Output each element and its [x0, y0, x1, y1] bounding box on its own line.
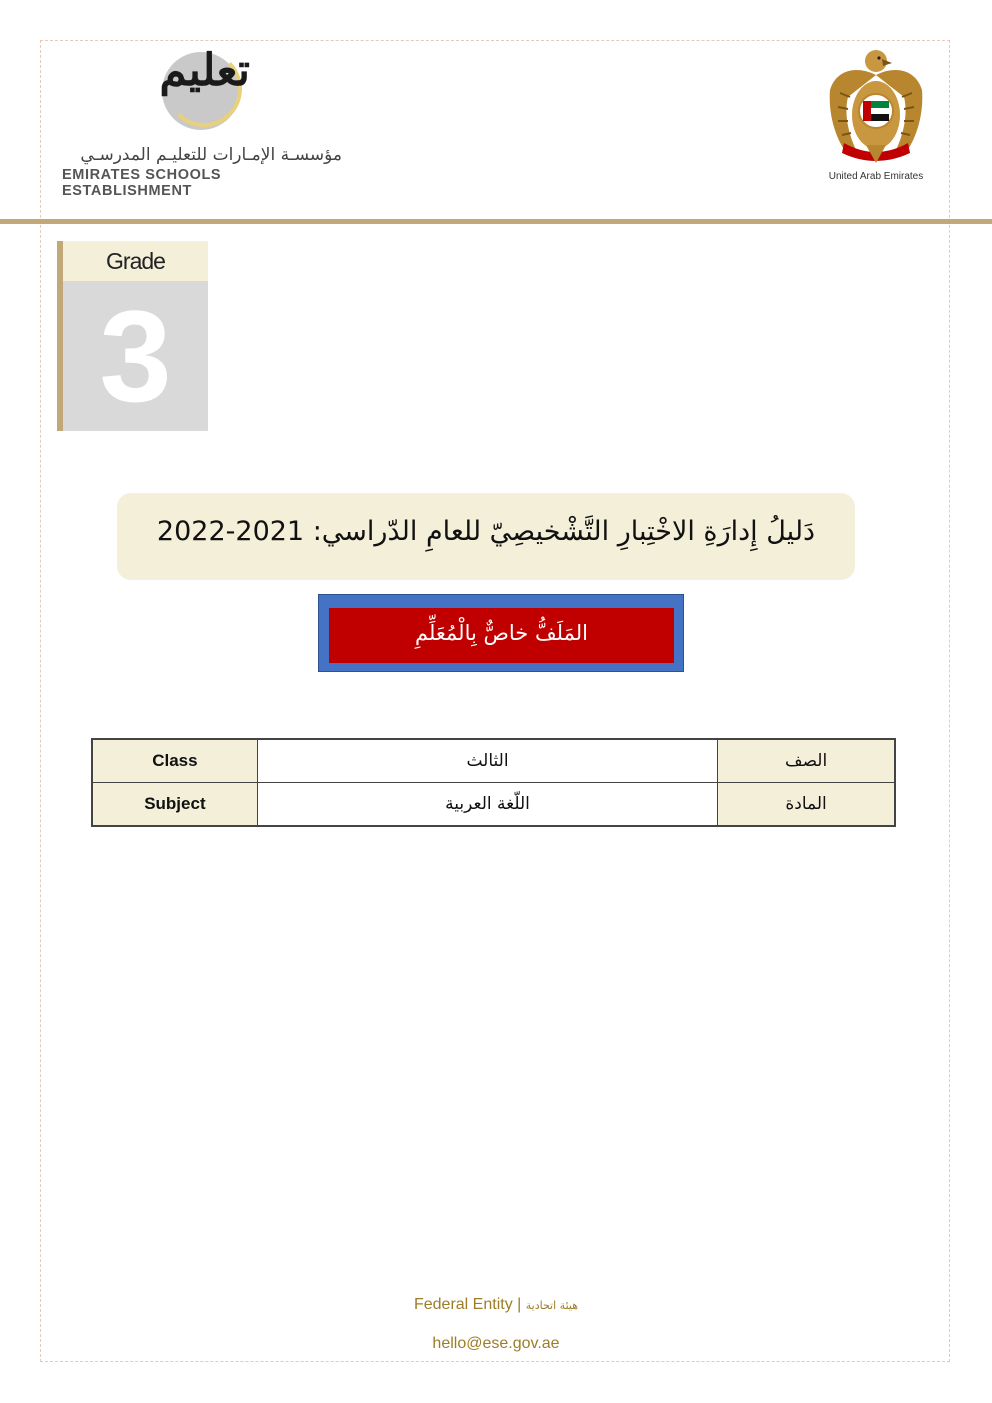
ese-logo-mark: تعليم — [159, 45, 250, 96]
class-value: الثالث — [257, 739, 717, 783]
class-subject-table — [91, 738, 896, 827]
ese-logo — [60, 45, 350, 199]
grade-label: Grade — [106, 248, 165, 274]
footer-entity-english: Federal Entity | — [413, 1296, 522, 1313]
subject-value: اللّغة العربية — [257, 783, 717, 827]
subject-label-arabic: المادة — [718, 783, 895, 827]
grade-block — [57, 241, 208, 431]
ese-name-arabic: مؤسسـة الإمـارات للتعليـم المدرسـي — [80, 145, 342, 165]
falcon-emblem-icon — [826, 45, 926, 170]
uae-emblem — [826, 45, 926, 185]
title-banner — [117, 493, 855, 580]
uae-caption: United Arab Emirates — [828, 171, 924, 182]
table-row — [92, 783, 895, 827]
teacher-file-badge-text: المَلَفُّ خاصٌّ بِالْمُعَلِّمِ — [414, 621, 589, 645]
table-row — [92, 739, 895, 783]
footer-email-link[interactable]: hello@ese.gov.ae — [432, 1335, 560, 1352]
document-title: دَليلُ إِدارَةِ الاخْتِبارِ التَّشْخيصِيّ للعامِ الدّراسي: 2021-2022 — [156, 516, 816, 547]
footer-entity — [0, 1296, 992, 1314]
page-frame — [40, 40, 950, 1362]
header-divider — [0, 219, 992, 224]
class-label-arabic: الصف — [718, 739, 895, 783]
class-label-english: Class — [92, 739, 257, 783]
footer-entity-arabic: هيئة اتحادية — [525, 1299, 579, 1312]
subject-label-english: Subject — [92, 783, 257, 827]
grade-number: 3 — [99, 283, 172, 429]
ese-name-english: EMIRATES SCHOOLS ESTABLISHMENT — [62, 167, 222, 199]
